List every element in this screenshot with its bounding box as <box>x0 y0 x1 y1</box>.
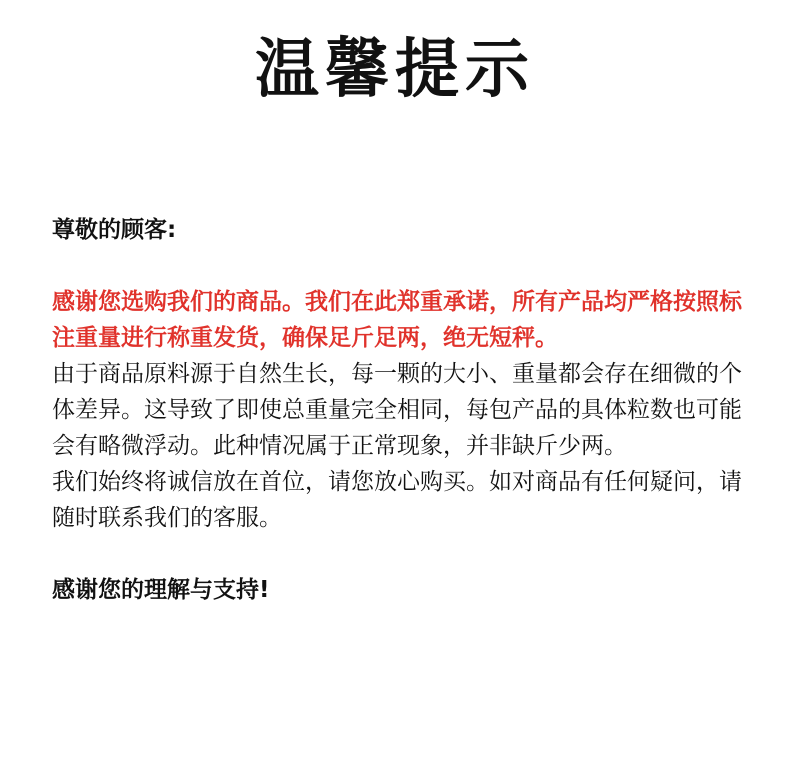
contact-paragraph: 我们始终将诚信放在首位，请您放心购买。如对商品有任何疑问，请随时联系我们的客服。 <box>52 469 742 531</box>
page-title: 温馨提示 <box>255 33 535 107</box>
closing-text: 感谢您的理解与支持! <box>52 577 270 603</box>
spacer <box>52 536 752 572</box>
explanation-paragraph: 由于商品原料源于自然生长，每一颗的大小、重量都会存在细微的个体差异。这导致了即使总重量完全相同，每包产品的具体粒数也可能会有略微浮动。此种情况属于正常现象，并非缺斤少两。 <box>52 361 742 459</box>
notice-body <box>52 212 752 608</box>
greeting-text: 尊敬的顾客: <box>52 217 177 243</box>
spacer <box>52 248 752 284</box>
highlight-commitment-text: 感谢您选购我们的商品。我们在此郑重承诺，所有产品均严格按照标注重量进行称重发货，确保足斤足两，绝无短秤。 <box>52 289 742 351</box>
